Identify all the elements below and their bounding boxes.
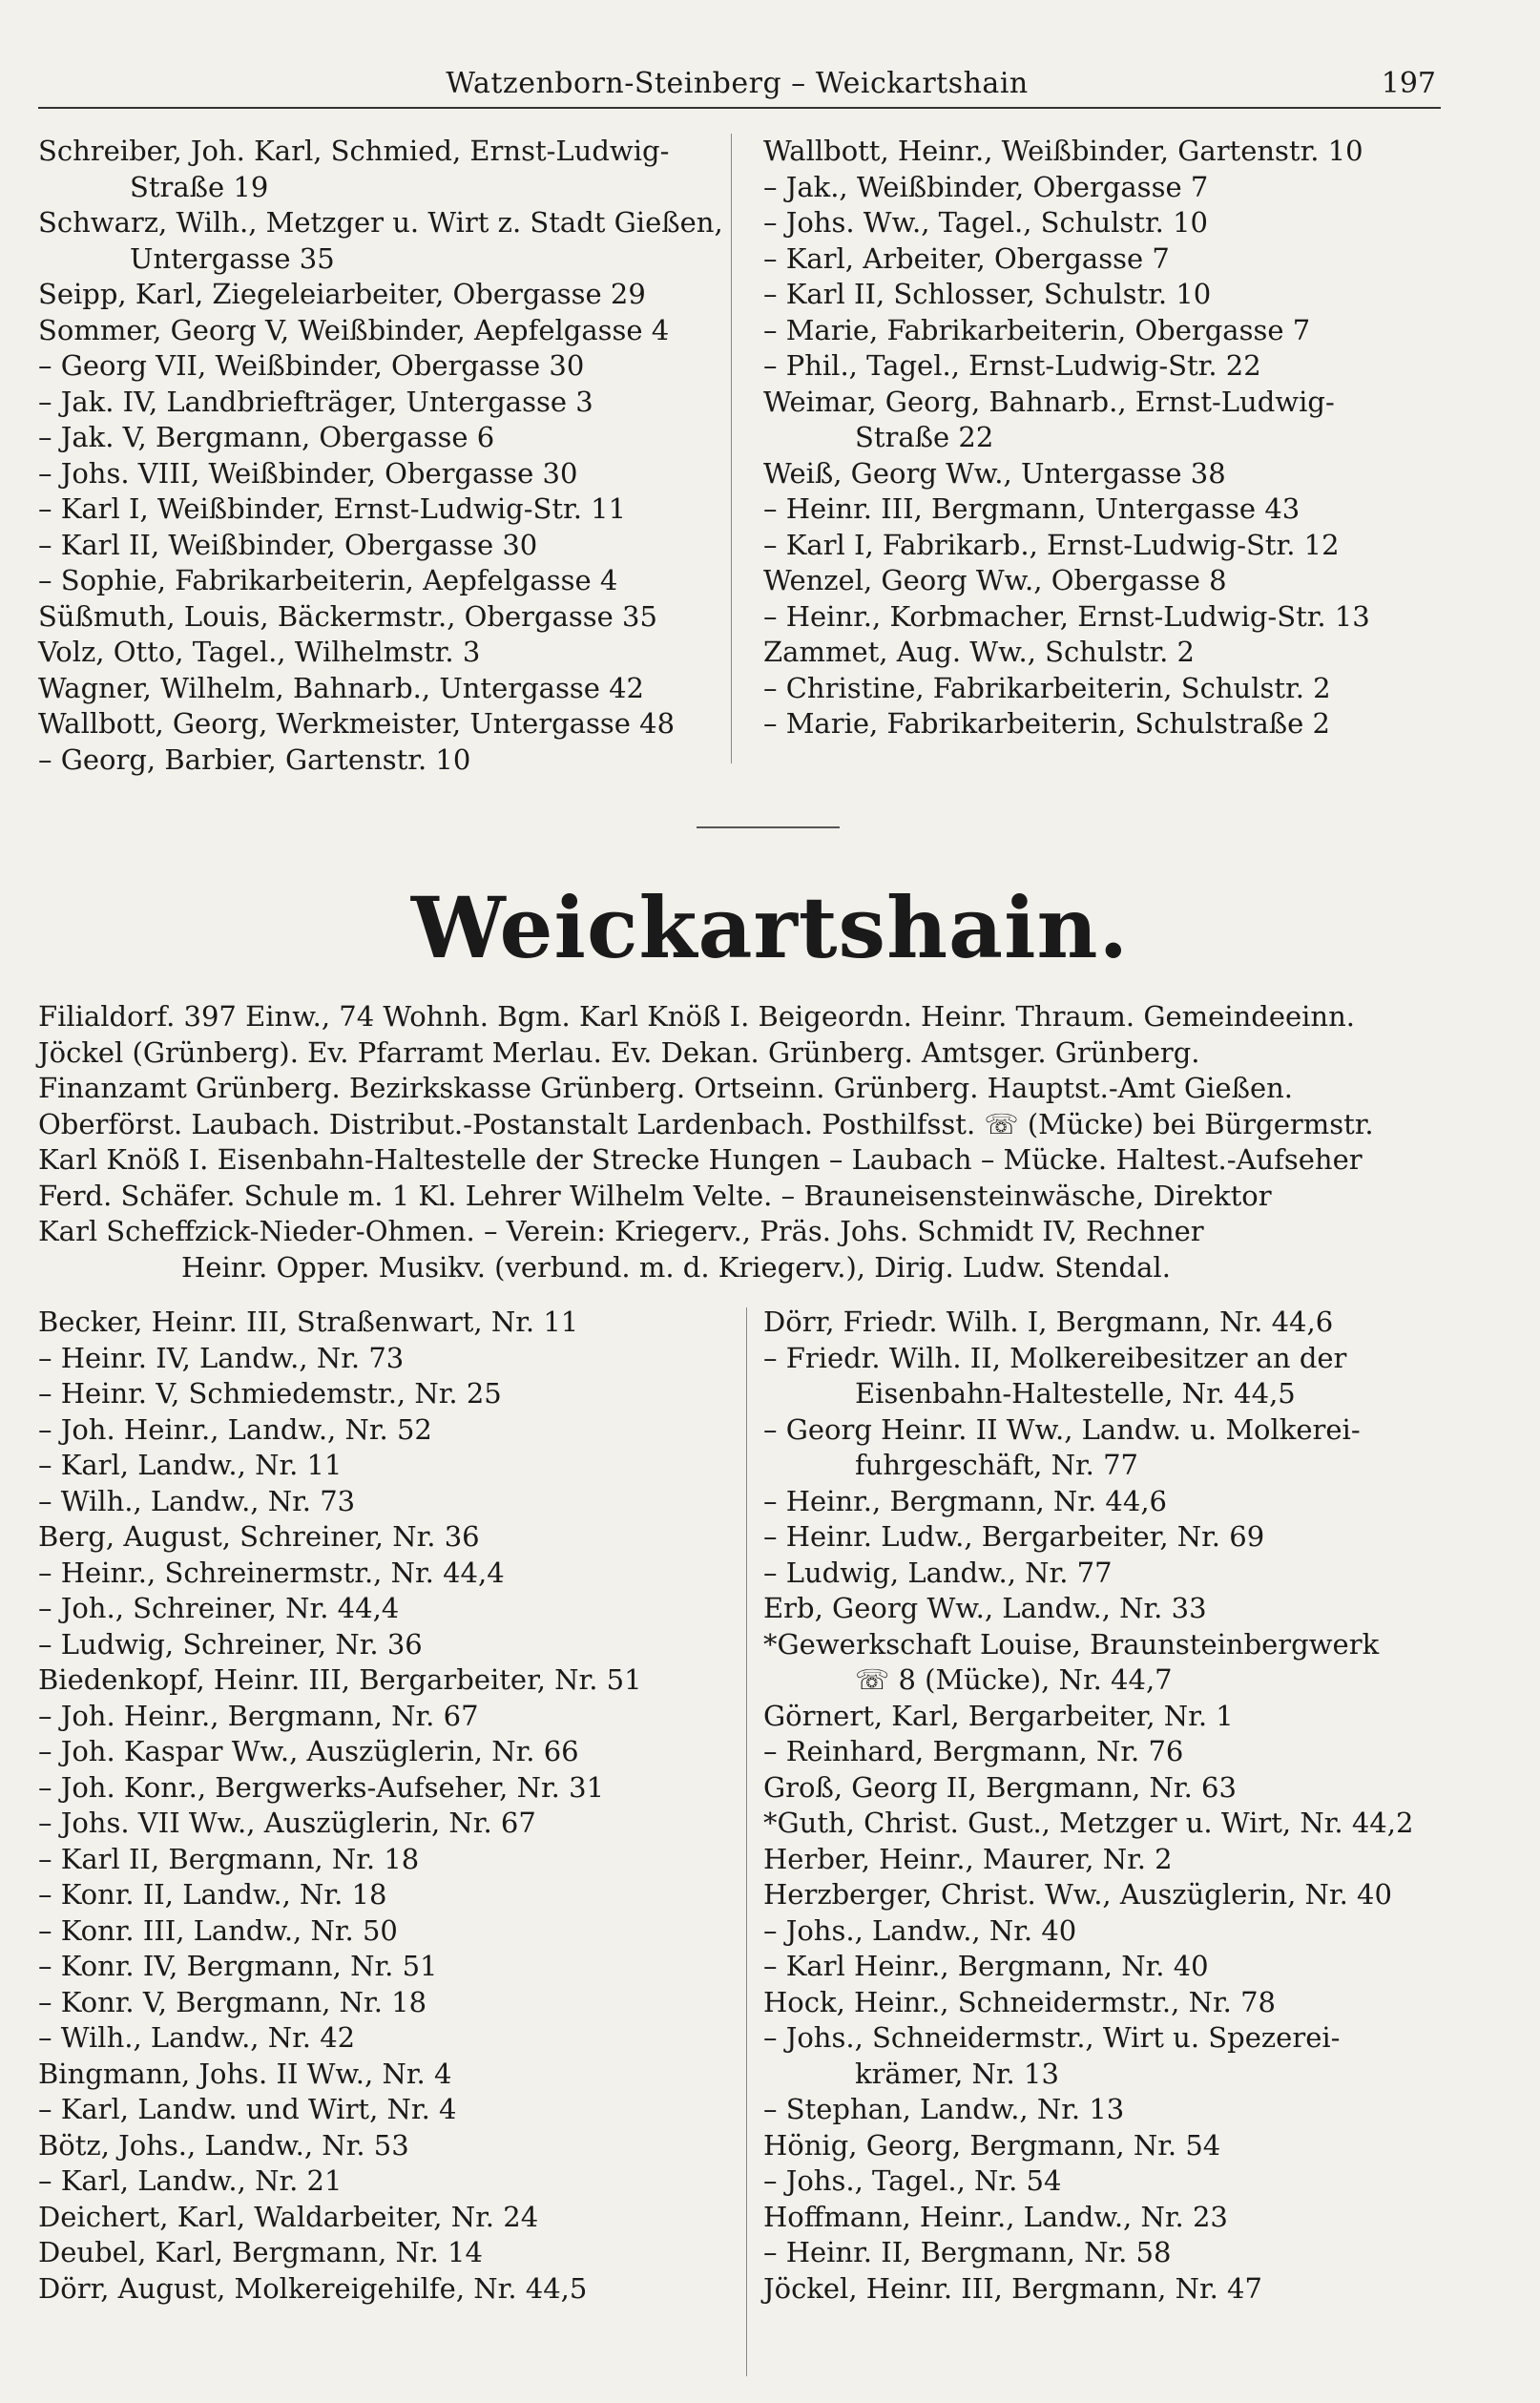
directory-entry: – Heinr., Schreinermstr., Nr. 44,4 bbox=[38, 1556, 505, 1589]
directory-entry: – Christine, Fabrikarbeiterin, Schulstr. 2 bbox=[763, 671, 1331, 704]
directory-entry: – Georg Heinr. II Ww., Landw. u. Molkerei- bbox=[763, 1412, 1361, 1446]
directory-entry: Bötz, Johs., Landw., Nr. 53 bbox=[38, 2128, 409, 2162]
directory-entry: Seipp, Karl, Ziegeleiarbeiter, Obergasse 29 bbox=[38, 278, 646, 310]
directory-entry: ☏ 8 (Mücke), Nr. 44,7 bbox=[855, 1663, 1173, 1696]
directory-entry: Bingmann, Johs. II Ww., Nr. 4 bbox=[38, 2057, 452, 2090]
intro-line: Oberförst. Laubach. Distribut.-Postanstalt Lardenbach. Posthilfsst. ☏ (Mücke) bei Bürgermstr. bbox=[38, 1107, 1374, 1140]
directory-entry: Berg, August, Schreiner, Nr. 36 bbox=[38, 1520, 480, 1553]
header-rule bbox=[38, 107, 1441, 109]
directory-entry: Hoffmann, Heinr., Landw., Nr. 23 bbox=[763, 2200, 1228, 2233]
page-number: 197 bbox=[1381, 67, 1436, 100]
directory-entry: Weiß, Georg Ww., Untergasse 38 bbox=[763, 456, 1226, 490]
directory-entry: – Karl, Landw. und Wirt, Nr. 4 bbox=[38, 2093, 457, 2125]
directory-entry: – Heinr., Korbmacher, Ernst-Ludwig-Str. 13 bbox=[763, 599, 1370, 633]
top-left-column bbox=[38, 134, 725, 778]
directory-entry: *Gewerkschaft Louise, Braunsteinbergwerk bbox=[763, 1627, 1380, 1661]
directory-entry: – Karl Heinr., Bergmann, Nr. 40 bbox=[763, 1950, 1209, 1982]
directory-entry: Straße 22 bbox=[855, 421, 994, 453]
village-intro-paragraph bbox=[38, 999, 1441, 1285]
directory-entry: Schwarz, Wilh., Metzger u. Wirt z. Stadt Gießen, bbox=[38, 206, 723, 239]
directory-entry: – Heinr., Bergmann, Nr. 44,6 bbox=[763, 1484, 1167, 1517]
directory-entry: Jöckel, Heinr. III, Bergmann, Nr. 47 bbox=[763, 2271, 1262, 2305]
column-divider bbox=[731, 134, 732, 763]
directory-entry: Sommer, Georg V, Weißbinder, Aepfelgasse 4 bbox=[38, 313, 670, 346]
directory-entry: Zammet, Aug. Ww., Schulstr. 2 bbox=[763, 636, 1195, 668]
directory-entry: Wallbott, Heinr., Weißbinder, Gartenstr. 10 bbox=[763, 135, 1363, 167]
directory-entry: – Jak., Weißbinder, Obergasse 7 bbox=[763, 170, 1209, 203]
directory-entry: – Karl, Landw., Nr. 21 bbox=[38, 2164, 343, 2197]
directory-entry: – Konr. V, Bergmann, Nr. 18 bbox=[38, 1985, 427, 2018]
directory-entry: Straße 19 bbox=[130, 170, 269, 203]
directory-entry: – Jak. IV, Landbriefträger, Untergasse 3 bbox=[38, 385, 593, 418]
directory-entry: – Konr. IV, Bergmann, Nr. 51 bbox=[38, 1950, 438, 1982]
directory-entry: – Johs., Tagel., Nr. 54 bbox=[763, 2164, 1062, 2197]
directory-entry: – Georg VII, Weißbinder, Obergasse 30 bbox=[38, 349, 585, 382]
directory-entry: – Georg, Barbier, Gartenstr. 10 bbox=[38, 742, 471, 776]
directory-entry: – Heinr. II, Bergmann, Nr. 58 bbox=[763, 2236, 1172, 2268]
directory-entry: Erb, Georg Ww., Landw., Nr. 33 bbox=[763, 1592, 1207, 1624]
directory-entry: – Karl, Arbeiter, Obergasse 7 bbox=[763, 241, 1170, 275]
directory-entry: Untergasse 35 bbox=[130, 241, 335, 275]
top-right-column bbox=[763, 134, 1450, 742]
directory-entry: – Joh. Konr., Bergwerks-Aufseher, Nr. 31 bbox=[38, 1770, 605, 1804]
section-separator-rule bbox=[697, 826, 840, 828]
intro-line: Karl Scheffzick-Nieder-Ohmen. – Verein: Kriegerv., Präs. Johs. Schmidt IV, Rechner bbox=[38, 1215, 1204, 1247]
directory-entry: fuhrgeschäft, Nr. 77 bbox=[855, 1449, 1138, 1481]
directory-entry: Wallbott, Georg, Werkmeister, Untergasse 48 bbox=[38, 707, 676, 740]
directory-entry: Hönig, Georg, Bergmann, Nr. 54 bbox=[763, 2128, 1221, 2162]
directory-entry: *Guth, Christ. Gust., Metzger u. Wirt, Nr. 44,2 bbox=[763, 1807, 1414, 1839]
directory-entry: – Johs., Schneidermstr., Wirt u. Spezerei- bbox=[763, 2021, 1341, 2054]
directory-entry: Dörr, August, Molkereigehilfe, Nr. 44,5 bbox=[38, 2271, 588, 2305]
directory-entry: Herzberger, Christ. Ww., Auszüglerin, Nr. 40 bbox=[763, 1878, 1392, 1911]
directory-entry: – Marie, Fabrikarbeiterin, Schulstraße 2 bbox=[763, 707, 1331, 740]
directory-entry: Becker, Heinr. III, Straßenwart, Nr. 11 bbox=[38, 1306, 579, 1338]
intro-line: Finanzamt Grünberg. Bezirkskasse Grünberg. Ortseinn. Grünberg. Hauptst.-Amt Gießen. bbox=[38, 1072, 1294, 1104]
directory-entry: – Joh. Heinr., Landw., Nr. 52 bbox=[38, 1412, 432, 1446]
directory-entry: Groß, Georg II, Bergmann, Nr. 63 bbox=[763, 1770, 1237, 1804]
directory-entry: Biedenkopf, Heinr. III, Bergarbeiter, Nr. 51 bbox=[38, 1663, 642, 1696]
directory-entry: – Johs., Landw., Nr. 40 bbox=[763, 1913, 1077, 1947]
directory-entry: – Friedr. Wilh. II, Molkereibesitzer an der bbox=[763, 1341, 1347, 1374]
directory-entry: – Wilh., Landw., Nr. 42 bbox=[38, 2021, 356, 2054]
directory-entry: – Heinr. IV, Landw., Nr. 73 bbox=[38, 1341, 405, 1374]
directory-entry: Süßmuth, Louis, Bäckermstr., Obergasse 35 bbox=[38, 599, 657, 633]
directory-entry: – Wilh., Landw., Nr. 73 bbox=[38, 1484, 356, 1517]
running-title: Watzenborn-Steinberg – Weickartshain bbox=[446, 67, 1029, 100]
bottom-right-column bbox=[763, 1305, 1450, 2307]
directory-entry: Görnert, Karl, Bergarbeiter, Nr. 1 bbox=[763, 1699, 1234, 1732]
directory-entry: – Joh., Schreiner, Nr. 44,4 bbox=[38, 1592, 400, 1624]
directory-entry: – Konr. III, Landw., Nr. 50 bbox=[38, 1913, 398, 1947]
directory-entry: Hock, Heinr., Schneidermstr., Nr. 78 bbox=[763, 1985, 1276, 2018]
intro-line: Heinr. Opper. Musikv. (verbund. m. d. Kriegerv.), Dirig. Ludw. Stendal. bbox=[181, 1250, 1171, 1284]
directory-entry: Herber, Heinr., Maurer, Nr. 2 bbox=[763, 1842, 1173, 1875]
directory-entry: – Phil., Tagel., Ernst-Ludwig-Str. 22 bbox=[763, 349, 1261, 382]
directory-entry: – Stephan, Landw., Nr. 13 bbox=[763, 2093, 1125, 2125]
directory-entry: – Reinhard, Bergmann, Nr. 76 bbox=[763, 1735, 1184, 1767]
directory-entry: – Sophie, Fabrikarbeiterin, Aepfelgasse 4 bbox=[38, 564, 618, 596]
directory-entry: – Ludwig, Landw., Nr. 77 bbox=[763, 1556, 1113, 1589]
directory-entry: krämer, Nr. 13 bbox=[855, 2057, 1059, 2090]
directory-entry: – Johs. VIII, Weißbinder, Obergasse 30 bbox=[38, 456, 578, 490]
directory-entry: – Joh. Kaspar Ww., Auszüglerin, Nr. 66 bbox=[38, 1735, 579, 1767]
directory-entry: – Heinr. Ludw., Bergarbeiter, Nr. 69 bbox=[763, 1520, 1265, 1553]
column-divider bbox=[746, 1307, 747, 2376]
intro-line: Filialdorf. 397 Einw., 74 Wohnh. Bgm. Karl Knöß I. Beigeordn. Heinr. Thraum. Gemeindeeinn. bbox=[38, 1000, 1356, 1033]
directory-entry: – Johs. VII Ww., Auszüglerin, Nr. 67 bbox=[38, 1807, 536, 1839]
directory-entry: Wenzel, Georg Ww., Obergasse 8 bbox=[763, 564, 1227, 596]
bottom-left-column bbox=[38, 1305, 744, 2307]
directory-entry: – Karl II, Schlosser, Schulstr. 10 bbox=[763, 278, 1212, 310]
directory-entry: – Johs. Ww., Tagel., Schulstr. 10 bbox=[763, 206, 1208, 239]
directory-entry: – Heinr. III, Bergmann, Untergasse 43 bbox=[763, 492, 1301, 525]
directory-entry: Eisenbahn-Haltestelle, Nr. 44,5 bbox=[855, 1377, 1296, 1410]
directory-entry: – Konr. II, Landw., Nr. 18 bbox=[38, 1878, 387, 1911]
directory-entry: – Marie, Fabrikarbeiterin, Obergasse 7 bbox=[763, 313, 1311, 346]
directory-entry: – Karl I, Weißbinder, Ernst-Ludwig-Str. 11 bbox=[38, 492, 627, 525]
directory-entry: Weimar, Georg, Bahnarb., Ernst-Ludwig- bbox=[763, 385, 1335, 418]
directory-entry: Wagner, Wilhelm, Bahnarb., Untergasse 42 bbox=[38, 671, 645, 704]
directory-entry: – Joh. Heinr., Bergmann, Nr. 67 bbox=[38, 1699, 479, 1732]
directory-entry: – Jak. V, Bergmann, Obergasse 6 bbox=[38, 421, 495, 453]
directory-entry: – Karl II, Weißbinder, Obergasse 30 bbox=[38, 528, 538, 561]
section-title: Weickartshain. bbox=[410, 878, 1130, 977]
directory-entry: – Karl I, Fabrikarb., Ernst-Ludwig-Str. 12 bbox=[763, 528, 1340, 561]
intro-line: Ferd. Schäfer. Schule m. 1 Kl. Lehrer Wilhelm Velte. – Brauneisensteinwäsche, Direktor bbox=[38, 1179, 1272, 1212]
directory-entry: – Karl II, Bergmann, Nr. 18 bbox=[38, 1842, 420, 1875]
intro-line: Jöckel (Grünberg). Ev. Pfarramt Merlau. Ev. Dekan. Grünberg. Amtsger. Grünberg. bbox=[38, 1035, 1200, 1069]
directory-entry: – Ludwig, Schreiner, Nr. 36 bbox=[38, 1627, 423, 1661]
directory-entry: – Karl, Landw., Nr. 11 bbox=[38, 1449, 343, 1481]
directory-entry: – Heinr. V, Schmiedemstr., Nr. 25 bbox=[38, 1377, 502, 1410]
directory-entry: Volz, Otto, Tagel., Wilhelmstr. 3 bbox=[38, 636, 481, 668]
directory-entry: Dörr, Friedr. Wilh. I, Bergmann, Nr. 44,6 bbox=[763, 1306, 1334, 1338]
directory-entry: Deubel, Karl, Bergmann, Nr. 14 bbox=[38, 2236, 483, 2268]
directory-entry: Deichert, Karl, Waldarbeiter, Nr. 24 bbox=[38, 2200, 539, 2233]
directory-entry: Schreiber, Joh. Karl, Schmied, Ernst-Ludwig- bbox=[38, 135, 670, 167]
intro-line: Karl Knöß I. Eisenbahn-Haltestelle der Strecke Hungen – Laubach – Mücke. Haltest.-Aufseher bbox=[38, 1143, 1363, 1176]
